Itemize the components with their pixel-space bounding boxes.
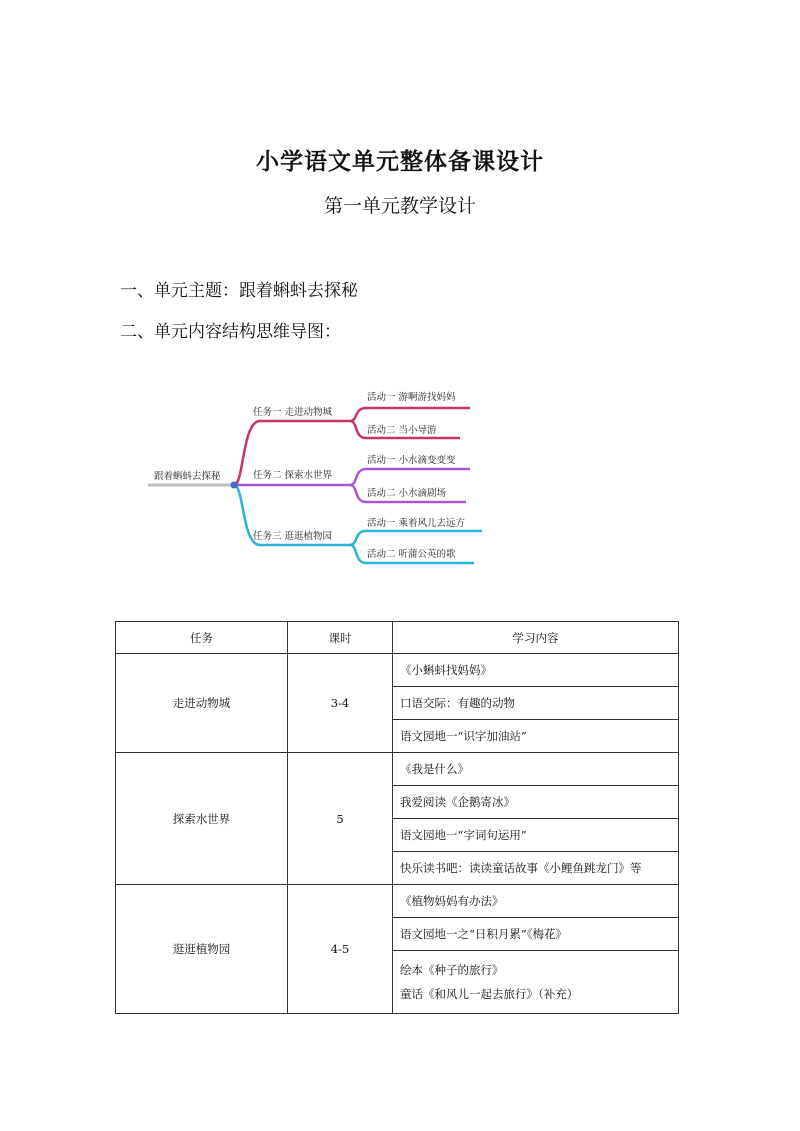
hours-cell: 3-4 bbox=[288, 654, 393, 753]
mindmap-leaf-2-2: 活动二 小水滴剧场 bbox=[367, 488, 447, 499]
mindmap-branch-3: 任务三 逛逛植物园 bbox=[253, 531, 333, 542]
mindmap-branch-1: 任务一 走进动物城 bbox=[253, 407, 333, 418]
content-cell: 快乐读书吧：读读童话故事《小鲤鱼跳龙门》等 bbox=[393, 852, 679, 885]
document-subtitle: 第一单元教学设计 bbox=[323, 195, 476, 217]
mindmap-leaf-3-1: 活动一 乘着风儿去远方 bbox=[367, 518, 466, 529]
content-cell: 口语交际：有趣的动物 bbox=[393, 687, 679, 720]
table-row bbox=[116, 885, 679, 918]
table-row bbox=[116, 654, 679, 687]
mindmap-leaf-line-3-1 bbox=[350, 531, 482, 545]
mind-map bbox=[140, 378, 500, 578]
content-line: 绘本《种子的旅行》 bbox=[400, 963, 504, 977]
header-task: 任务 bbox=[116, 622, 288, 654]
document-title: 小学语文单元整体备课设计 bbox=[256, 148, 544, 175]
mindmap-root-node bbox=[231, 482, 238, 489]
mindmap-leaf-1-1: 活动一 游啊游找妈妈 bbox=[367, 392, 456, 403]
content-cell: 语文园地一“字词句运用” bbox=[393, 819, 679, 852]
task-cell: 走进动物城 bbox=[116, 654, 288, 753]
table-row bbox=[116, 753, 679, 786]
mindmap-leaf-line-1-1 bbox=[350, 408, 470, 421]
content-cell: 《我是什么》 bbox=[393, 753, 679, 786]
hours-cell: 5 bbox=[288, 753, 393, 885]
content-cell: 《植物妈妈有办法》 bbox=[393, 885, 679, 918]
section-mindmap-heading: 二、单元内容结构思维导图： bbox=[120, 322, 341, 342]
mindmap-root-label: 跟着蝌蚪去探秘 bbox=[154, 471, 221, 482]
content-cell bbox=[393, 951, 679, 1014]
mindmap-leaf-1-2: 活动二 当小导游 bbox=[367, 425, 437, 436]
mindmap-leaf-line-2-1 bbox=[350, 469, 470, 485]
content-cell: 《小蝌蚪找妈妈》 bbox=[393, 654, 679, 687]
section-unit-theme: 一、单元主题：跟着蝌蚪去探秘 bbox=[120, 281, 358, 301]
content-line: 童话《和风儿一起去旅行》（补充） bbox=[400, 987, 579, 1001]
content-cell: 语文园地一“识字加油站” bbox=[393, 720, 679, 753]
mindmap-leaf-2-1: 活动一 小水滴变变变 bbox=[367, 455, 456, 466]
task-cell: 逛逛植物园 bbox=[116, 885, 288, 1014]
task-cell: 探索水世界 bbox=[116, 753, 288, 885]
content-cell: 语文园地一之“日积月累”《梅花》 bbox=[393, 918, 679, 951]
header-content: 学习内容 bbox=[393, 622, 679, 654]
lesson-table bbox=[115, 621, 679, 1014]
mindmap-branch-2: 任务二 探索水世界 bbox=[253, 470, 333, 481]
header-hours: 课时 bbox=[288, 622, 393, 654]
table-header-row bbox=[116, 622, 679, 654]
mindmap-leaf-3-2: 活动二 听蒲公英的歌 bbox=[367, 549, 456, 560]
content-cell: 我爱阅读《企鹅寄冰》 bbox=[393, 786, 679, 819]
hours-cell: 4-5 bbox=[288, 885, 393, 1014]
